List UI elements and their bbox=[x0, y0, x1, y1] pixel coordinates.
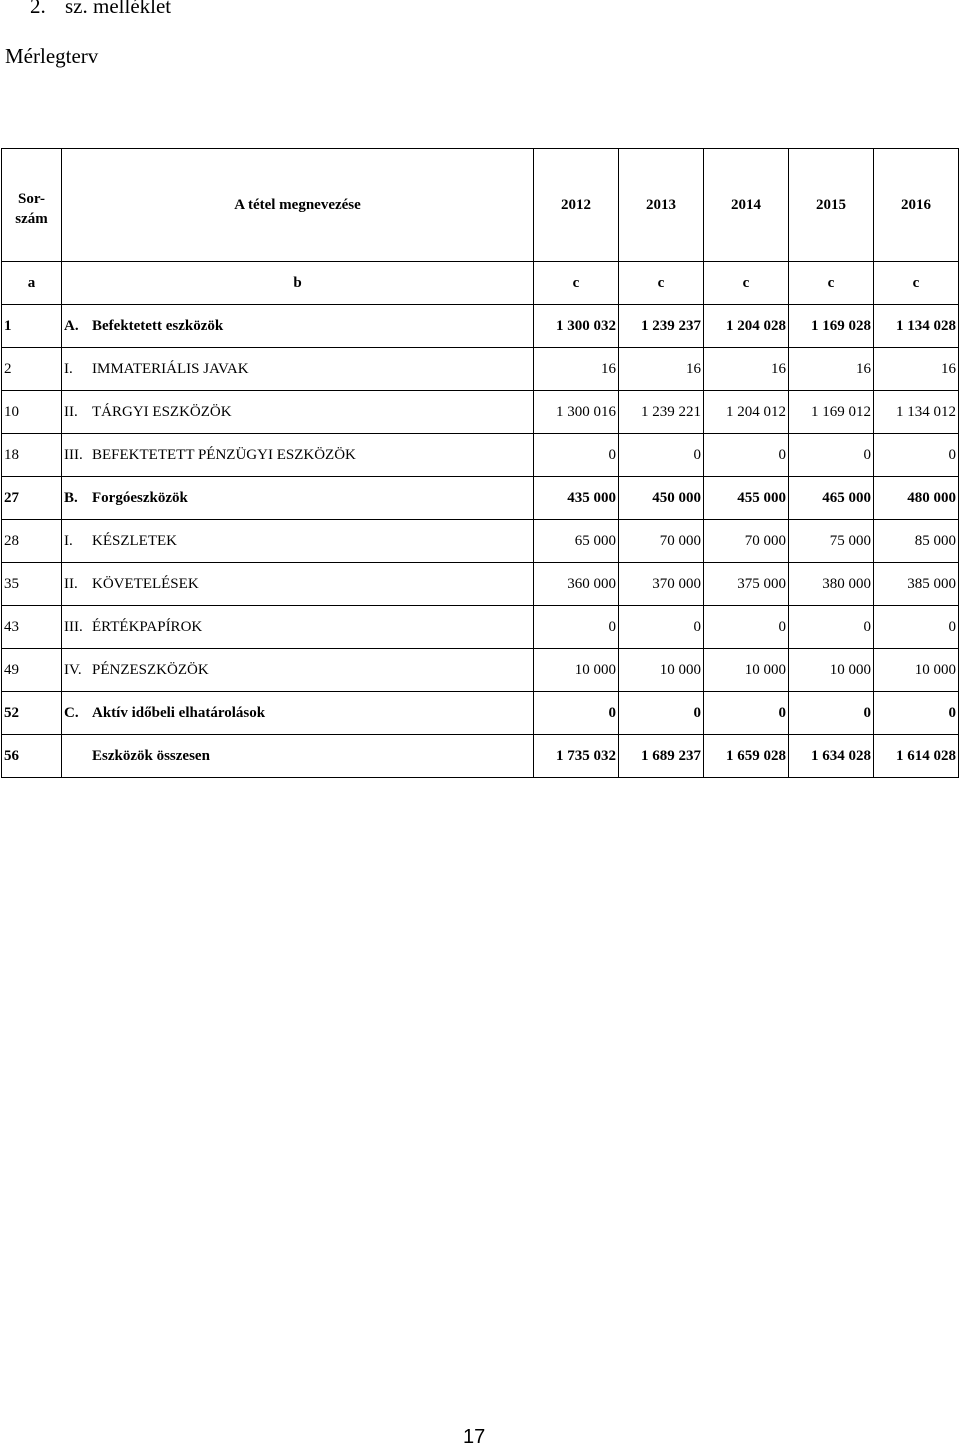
row-value: 16 bbox=[704, 348, 789, 391]
row-item-cell bbox=[62, 563, 534, 606]
row-item-cell bbox=[62, 305, 534, 348]
table-row bbox=[2, 606, 959, 649]
annex-number: 2. bbox=[30, 0, 46, 18]
row-value: 450 000 bbox=[619, 477, 704, 520]
row-value: 16 bbox=[534, 348, 619, 391]
balance-sheet-table bbox=[1, 148, 959, 778]
table-row bbox=[2, 563, 959, 606]
row-item-prefix: B. bbox=[64, 489, 78, 506]
row-value: 0 bbox=[789, 434, 874, 477]
row-value: 85 000 bbox=[874, 520, 959, 563]
row-value: 10 000 bbox=[704, 649, 789, 692]
row-item-cell bbox=[62, 434, 534, 477]
table-row bbox=[2, 348, 959, 391]
header-sorszam-line1: Sor- bbox=[18, 191, 45, 207]
row-value: 70 000 bbox=[619, 520, 704, 563]
row-value: 10 000 bbox=[789, 649, 874, 692]
row-value: 1 300 032 bbox=[534, 305, 619, 348]
row-value: 0 bbox=[619, 434, 704, 477]
row-value: 1 204 028 bbox=[704, 305, 789, 348]
row-number: 2 bbox=[2, 348, 62, 391]
row-item-label: Aktív időbeli elhatárolások bbox=[92, 704, 266, 721]
row-value: 10 000 bbox=[874, 649, 959, 692]
row-number: 56 bbox=[2, 735, 62, 778]
row-number: 49 bbox=[2, 649, 62, 692]
row-value: 0 bbox=[874, 692, 959, 735]
table-row bbox=[2, 391, 959, 434]
row-item-prefix: IV. bbox=[64, 661, 82, 678]
row-value: 0 bbox=[789, 692, 874, 735]
row-item-label: BEFEKTETETT PÉNZÜGYI ESZKÖZÖK bbox=[92, 446, 356, 463]
row-value: 1 300 016 bbox=[534, 391, 619, 434]
row-value: 0 bbox=[704, 606, 789, 649]
row-item-prefix: III. bbox=[64, 618, 83, 635]
header-year: 2012 bbox=[534, 149, 619, 262]
row-number: 1 bbox=[2, 305, 62, 348]
column-letter-row bbox=[2, 262, 959, 305]
row-item-label: PÉNZESZKÖZÖK bbox=[92, 661, 209, 678]
row-item-label: IMMATERIÁLIS JAVAK bbox=[92, 360, 249, 377]
row-value: 1 239 221 bbox=[619, 391, 704, 434]
row-value: 0 bbox=[704, 434, 789, 477]
row-value: 370 000 bbox=[619, 563, 704, 606]
annex-label bbox=[30, 0, 171, 19]
row-value: 1 169 028 bbox=[789, 305, 874, 348]
row-item-cell bbox=[62, 606, 534, 649]
row-value: 75 000 bbox=[789, 520, 874, 563]
header-year: 2014 bbox=[704, 149, 789, 262]
row-value: 380 000 bbox=[789, 563, 874, 606]
row-item-prefix: I. bbox=[64, 360, 73, 377]
header-sorszam-line2: szám bbox=[15, 211, 48, 227]
row-value: 0 bbox=[534, 434, 619, 477]
row-value: 16 bbox=[789, 348, 874, 391]
row-item-cell bbox=[62, 520, 534, 563]
table-row bbox=[2, 305, 959, 348]
page-number: 17 bbox=[463, 1426, 486, 1448]
row-number: 10 bbox=[2, 391, 62, 434]
row-item-label: ÉRTÉKPAPÍROK bbox=[92, 618, 203, 635]
row-value: 0 bbox=[789, 606, 874, 649]
row-number: 43 bbox=[2, 606, 62, 649]
header-year: 2015 bbox=[789, 149, 874, 262]
annex-text: sz. melléklet bbox=[65, 0, 172, 18]
row-item-cell bbox=[62, 735, 534, 778]
row-item-prefix: III. bbox=[64, 446, 83, 463]
row-value: 1 134 028 bbox=[874, 305, 959, 348]
row-item-cell bbox=[62, 391, 534, 434]
row-item-label: KÉSZLETEK bbox=[92, 532, 177, 549]
row-value: 0 bbox=[704, 692, 789, 735]
column-letter: c bbox=[534, 262, 619, 305]
row-value: 1 204 012 bbox=[704, 391, 789, 434]
row-number: 28 bbox=[2, 520, 62, 563]
row-number: 52 bbox=[2, 692, 62, 735]
row-value: 435 000 bbox=[534, 477, 619, 520]
row-item-label: Eszközök összesen bbox=[92, 747, 210, 764]
row-value: 0 bbox=[874, 434, 959, 477]
row-value: 1 634 028 bbox=[789, 735, 874, 778]
table-header-row bbox=[2, 149, 959, 262]
header-year: 2016 bbox=[874, 149, 959, 262]
table-row bbox=[2, 692, 959, 735]
row-item-label: Befektetett eszközök bbox=[92, 317, 224, 334]
row-value: 1 735 032 bbox=[534, 735, 619, 778]
row-value: 70 000 bbox=[704, 520, 789, 563]
column-letter: a bbox=[2, 262, 62, 305]
row-value: 1 689 237 bbox=[619, 735, 704, 778]
row-value: 16 bbox=[619, 348, 704, 391]
row-value: 0 bbox=[619, 692, 704, 735]
row-item-prefix: A. bbox=[64, 317, 79, 334]
row-number: 18 bbox=[2, 434, 62, 477]
row-value: 1 614 028 bbox=[874, 735, 959, 778]
row-value: 16 bbox=[874, 348, 959, 391]
row-item-prefix: II. bbox=[64, 575, 78, 592]
row-value: 65 000 bbox=[534, 520, 619, 563]
row-value: 465 000 bbox=[789, 477, 874, 520]
header-year: 2013 bbox=[619, 149, 704, 262]
row-value: 1 134 012 bbox=[874, 391, 959, 434]
table-row bbox=[2, 434, 959, 477]
row-value: 455 000 bbox=[704, 477, 789, 520]
row-value: 1 169 012 bbox=[789, 391, 874, 434]
row-number: 27 bbox=[2, 477, 62, 520]
row-number: 35 bbox=[2, 563, 62, 606]
column-letter: c bbox=[874, 262, 959, 305]
row-value: 0 bbox=[534, 692, 619, 735]
document-title: Mérlegterv bbox=[5, 44, 99, 68]
table-row bbox=[2, 520, 959, 563]
row-value: 375 000 bbox=[704, 563, 789, 606]
column-letter: c bbox=[704, 262, 789, 305]
row-value: 0 bbox=[534, 606, 619, 649]
header-item-name: A tétel megnevezése bbox=[62, 149, 534, 262]
row-value: 10 000 bbox=[619, 649, 704, 692]
row-item-prefix: II. bbox=[64, 403, 78, 420]
row-item-cell bbox=[62, 649, 534, 692]
row-item-cell bbox=[62, 348, 534, 391]
row-value: 480 000 bbox=[874, 477, 959, 520]
row-item-label: TÁRGYI ESZKÖZÖK bbox=[92, 403, 232, 420]
row-value: 360 000 bbox=[534, 563, 619, 606]
row-value: 0 bbox=[619, 606, 704, 649]
row-item-cell bbox=[62, 692, 534, 735]
column-letter: b bbox=[62, 262, 534, 305]
row-value: 0 bbox=[874, 606, 959, 649]
column-letter: c bbox=[619, 262, 704, 305]
row-item-label: Forgóeszközök bbox=[92, 489, 188, 506]
row-value: 385 000 bbox=[874, 563, 959, 606]
row-item-label: KÖVETELÉSEK bbox=[92, 575, 199, 592]
table-row bbox=[2, 649, 959, 692]
row-value: 1 239 237 bbox=[619, 305, 704, 348]
row-item-cell bbox=[62, 477, 534, 520]
row-item-prefix: I. bbox=[64, 532, 73, 549]
row-item-prefix: C. bbox=[64, 704, 79, 721]
header-sorszam bbox=[2, 149, 62, 262]
column-letter: c bbox=[789, 262, 874, 305]
table-row bbox=[2, 477, 959, 520]
row-value: 10 000 bbox=[534, 649, 619, 692]
table-row bbox=[2, 735, 959, 778]
row-value: 1 659 028 bbox=[704, 735, 789, 778]
